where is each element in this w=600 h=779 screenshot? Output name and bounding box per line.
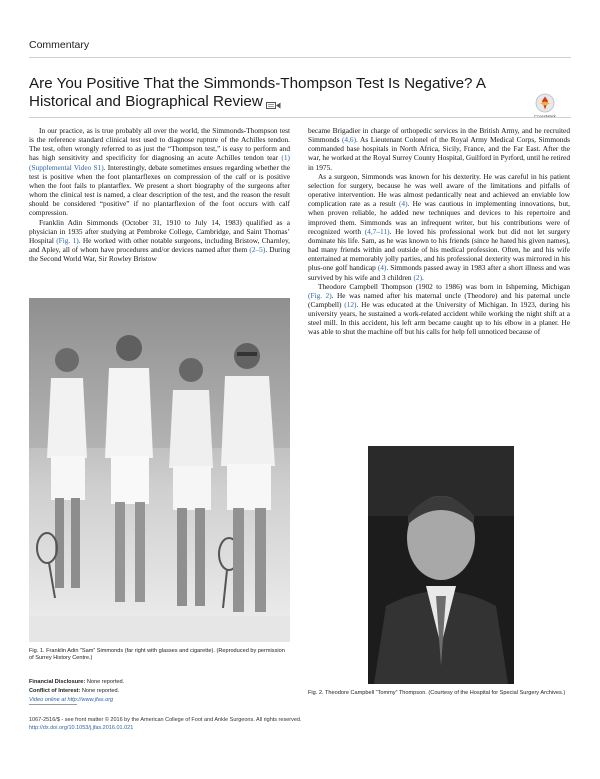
body-text: . He was educated at the University of Michigan. In 1923, during his university years, he sustained a work-related accident while working the night shift at a steel mill. In this accident, his left arm became caught up to his elbow in a planer. He was able to shut the machine off but his calls for help fell unnoticed because of	[308, 299, 571, 337]
citation-link[interactable]: (1)	[281, 153, 290, 163]
citation-link[interactable]: (Supplemental Video S1)	[29, 162, 104, 172]
doi-link[interactable]: http://dx.doi.org/10.1053/j.jfas.2016.01.021	[29, 725, 134, 732]
figure-1-photo	[29, 298, 290, 642]
footer-divider	[29, 704, 77, 705]
paragraph-intro	[29, 126, 290, 218]
body-text: . During the Second World War, Sir Rowley Bristow	[29, 245, 290, 264]
citation-link[interactable]: (2–5)	[249, 245, 266, 255]
column-left	[29, 126, 290, 263]
column-right	[308, 126, 570, 337]
title-divider	[29, 117, 571, 118]
article-title	[29, 75, 489, 111]
paragraph-simmonds-bio	[29, 218, 290, 264]
citation-link[interactable]: (Fig. 1)	[56, 235, 79, 245]
citation-link[interactable]: (Fig. 2)	[308, 290, 332, 300]
body-text: Franklin Adin Simmonds (October 31, 1910 to July 14, 1983) qualified as a physician in 1935 after studying at Pembroke College, Cambridge, and Saint Thomas’ Hospital	[29, 217, 290, 245]
body-text: . He worked with other notable surgeons, including Bristow, Charnley, and Apley, all of whom have procedures and/or devices named after them	[29, 235, 290, 255]
body-text: As a surgeon, Simmonds was known for his dexterity. He was careful in his patient selection for surgery, because he was well aware of the limitations and pitfalls of operative intervention. He was almost pedantically neat and achieved an enviable low complication rate as a result	[308, 171, 570, 209]
paragraph-war-service	[308, 126, 570, 172]
disclosure-block	[29, 678, 269, 704]
citation-link[interactable]: (4,7–11)	[364, 226, 390, 236]
body-text: . Interestingly, debate sometimes ensues regarding whether the test is positive when the foot plantarflexes on compression of the calf or is positive when the foot fails to plantarflex. We present a short biography of the surgeons after whom the clinical test is named, a clear description of the test, and the reason the result should be considered “positive” if no plantarflexion of the foot occurs with calf compression.	[29, 162, 291, 218]
crossmark-icon	[535, 93, 555, 113]
citation-link[interactable]: (4)	[398, 199, 408, 209]
citation-link[interactable]: (2)	[413, 272, 423, 282]
citation-link[interactable]: (4,6)	[341, 135, 357, 145]
section-label: Commentary	[29, 39, 90, 51]
body-text: became Brigadier in charge of orthopedic services in the British Army, and he recruited Simmonds	[308, 126, 570, 145]
figure-2-photo	[368, 446, 514, 684]
figure-2-caption: Fig. 2. Theodore Campbell “Tommy” Thompson. (Courtesy of the Hospital for Special Surgery Archives.)	[308, 690, 566, 696]
body-text: Theodore Campbell Thompson (1902 to 1986) was born in Ishpeming, Michigan	[318, 281, 570, 291]
body-text: In our practice, as is true probably all over the world, the Simmonds-Thompson test is the reference standard clinical test used to diagnose rupture of the Achilles tendon. The test, often wrongly referred to as just the “Thompson test,” is easy to perform and has high sensitivity and specificity for diagnosing an acute Achilles tendon tear	[29, 126, 290, 163]
paragraph-thompson-bio	[308, 282, 570, 337]
citation-link[interactable]: (12)	[344, 299, 357, 309]
crossmark-label: CrossMark	[534, 114, 556, 119]
body-text: . As Lieutenant Colonel of the Royal Army Medical Corps, Simmonds commanded base hospitals in North Africa, Sicily, France, and the Far East. After the war, he worked at the Royal Surrey County Hospital, Guilford in Pyrford, until he retired in 1975.	[308, 135, 570, 172]
body-text: . Simmonds passed away in 1983 after a short illness and was survived by his wife and 3 children	[308, 263, 570, 282]
body-text: . He was named after his maternal uncle (Theodore) and his paternal uncle (Campbell)	[308, 290, 571, 309]
section-divider	[29, 57, 571, 58]
paragraph-surgeon	[308, 172, 570, 282]
copyright-line: 1067-2516/$ - see front matter © 2016 by the American College of Foot and Ankle Surgeons. All rights reserved.	[29, 717, 302, 723]
financial-disclosure: Financial Disclosure: None reported.	[29, 679, 125, 685]
crossmark-badge[interactable]	[522, 93, 568, 119]
video-camera-icon	[266, 97, 281, 106]
body-text: .	[422, 272, 424, 282]
conflict-of-interest: Conflict of Interest: None reported.	[29, 687, 120, 694]
body-text: . He was cautious in implementing innovations, but, when proven reliable, he added new techniques and devices to his repertoire and improved them. Simmonds was an infrequent writer, but his contributions were of recognized worth	[308, 199, 570, 236]
figure-1-caption: Fig. 1. Franklin Adin “Sam” Simmonds (far right with glasses and cigarette). (Reproduced by permission of Surrey History Centre.)	[29, 648, 285, 662]
body-text: . He loved his professional work but did not let surgery dominate his life. Sam, as he was known to his friends (since he hated his given names), had many friends within and outside of his medical profession. Often, he and his wife entertained at memorably jolly parties, and his professional dexterity was mirrored in his plus-one golf handicap	[308, 226, 570, 273]
citation-link[interactable]: (4)	[377, 263, 387, 273]
page-footer	[29, 716, 449, 732]
video-note-text[interactable]: Video online at http://www.jfas.org	[29, 696, 114, 703]
article-title-text: Are You Positive That the Simmonds-Thompson Test Is Negative? A Historical and Biographical Review	[29, 75, 486, 110]
